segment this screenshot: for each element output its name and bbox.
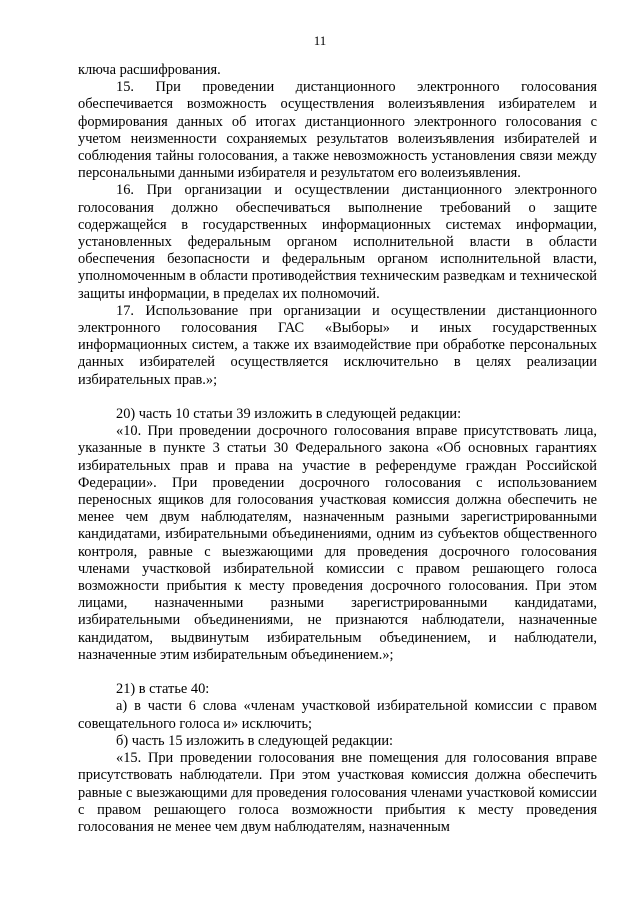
paragraph-amendment-20: 20) часть 10 статьи 39 изложить в следующей редакции: [116, 406, 462, 423]
paragraph-subitem-a: а) в части 6 слова «членам участковой избирательной комиссии с правом совещательного голоса и» исключить; [78, 698, 597, 732]
paragraph-item-17: 17. Использование при организации и осуществлении дистанционного электронного голосования ГАС «Выборы» и иных государственных информационных систем, а также их взаимодействие при обработке персональных данных избирателей осуществляется исключительно в целях реализации избирательных прав.»; [78, 302, 597, 388]
page-number: 11 [313, 33, 327, 48]
paragraph-new-part-15: «15. При проведении голосования вне помещения для голосования вправе присутствовать наблюдатели. При этом участковая комиссия должна обеспечить равные с выезжающими для проведения голосования членами участковой комиссии с правом решающего голоса возможности прибытия к месту проведения голосования не менее чем двум наблюдателям, назначенным [78, 750, 597, 835]
paragraph-continuation: ключа расшифрования. [78, 62, 221, 78]
document-body [78, 62, 597, 836]
paragraph-new-part-10: «10. При проведении досрочного голосования вправе присутствовать лица, указанные в пункте 3 статьи 30 Федерального закона «Об основных гарантиях избирательных прав и права на участие в референдуме граждан Российской Федерации». При проведении досрочного голосования с использованием переносных ящиков для голосования участковая комиссия должна обеспечить не менее чем двум наблюдателям, назначенным разными зарегистрированными кандидатами, избирательными объединениями, одним из субъектов общественного контроля, равные с выезжающими для проведения досрочного голосования членами участковой избирательной комиссии с правом решающего голоса возможности прибытия к месту проведения досрочного голосования. При этом лицами, назначенными разными зарегистрированными кандидатами, избирательными объединениями, не признаются наблюдатели, назначенные кандидатом, выдвинутым избирательным объединением, и наблюдатели, назначенные этим избирательным объединением.»; [78, 423, 597, 663]
paragraph-subitem-b: б) часть 15 изложить в следующей редакции: [116, 732, 394, 749]
paragraph-item-16: 16. При организации и осуществлении дистанционного электронного голосования должно обеспечиваться выполнение требований о защите содержащейся в государственных информационных системах информации, установленных федеральным органом исполнительной власти в области обеспечения безопасности и федеральным органом исполнительной власти, уполномоченным в области противодействия техническим разведкам и технической защиты информации, в пределах их полномочий. [78, 182, 597, 302]
paragraph-amendment-21: 21) в статье 40: [116, 681, 210, 698]
paragraph-item-15: 15. При проведении дистанционного электронного голосования обеспечивается возможность осуществления волеизъявления избирателем и формирования данных об итогах дистанционного электронного голосования с учетом неизменности сохраняемых результатов волеизъявления избирателей и соблюдения тайны голосования, а также невозможность установления связи между персональными данными избирателя и результатом его волеизъявления. [78, 79, 597, 182]
